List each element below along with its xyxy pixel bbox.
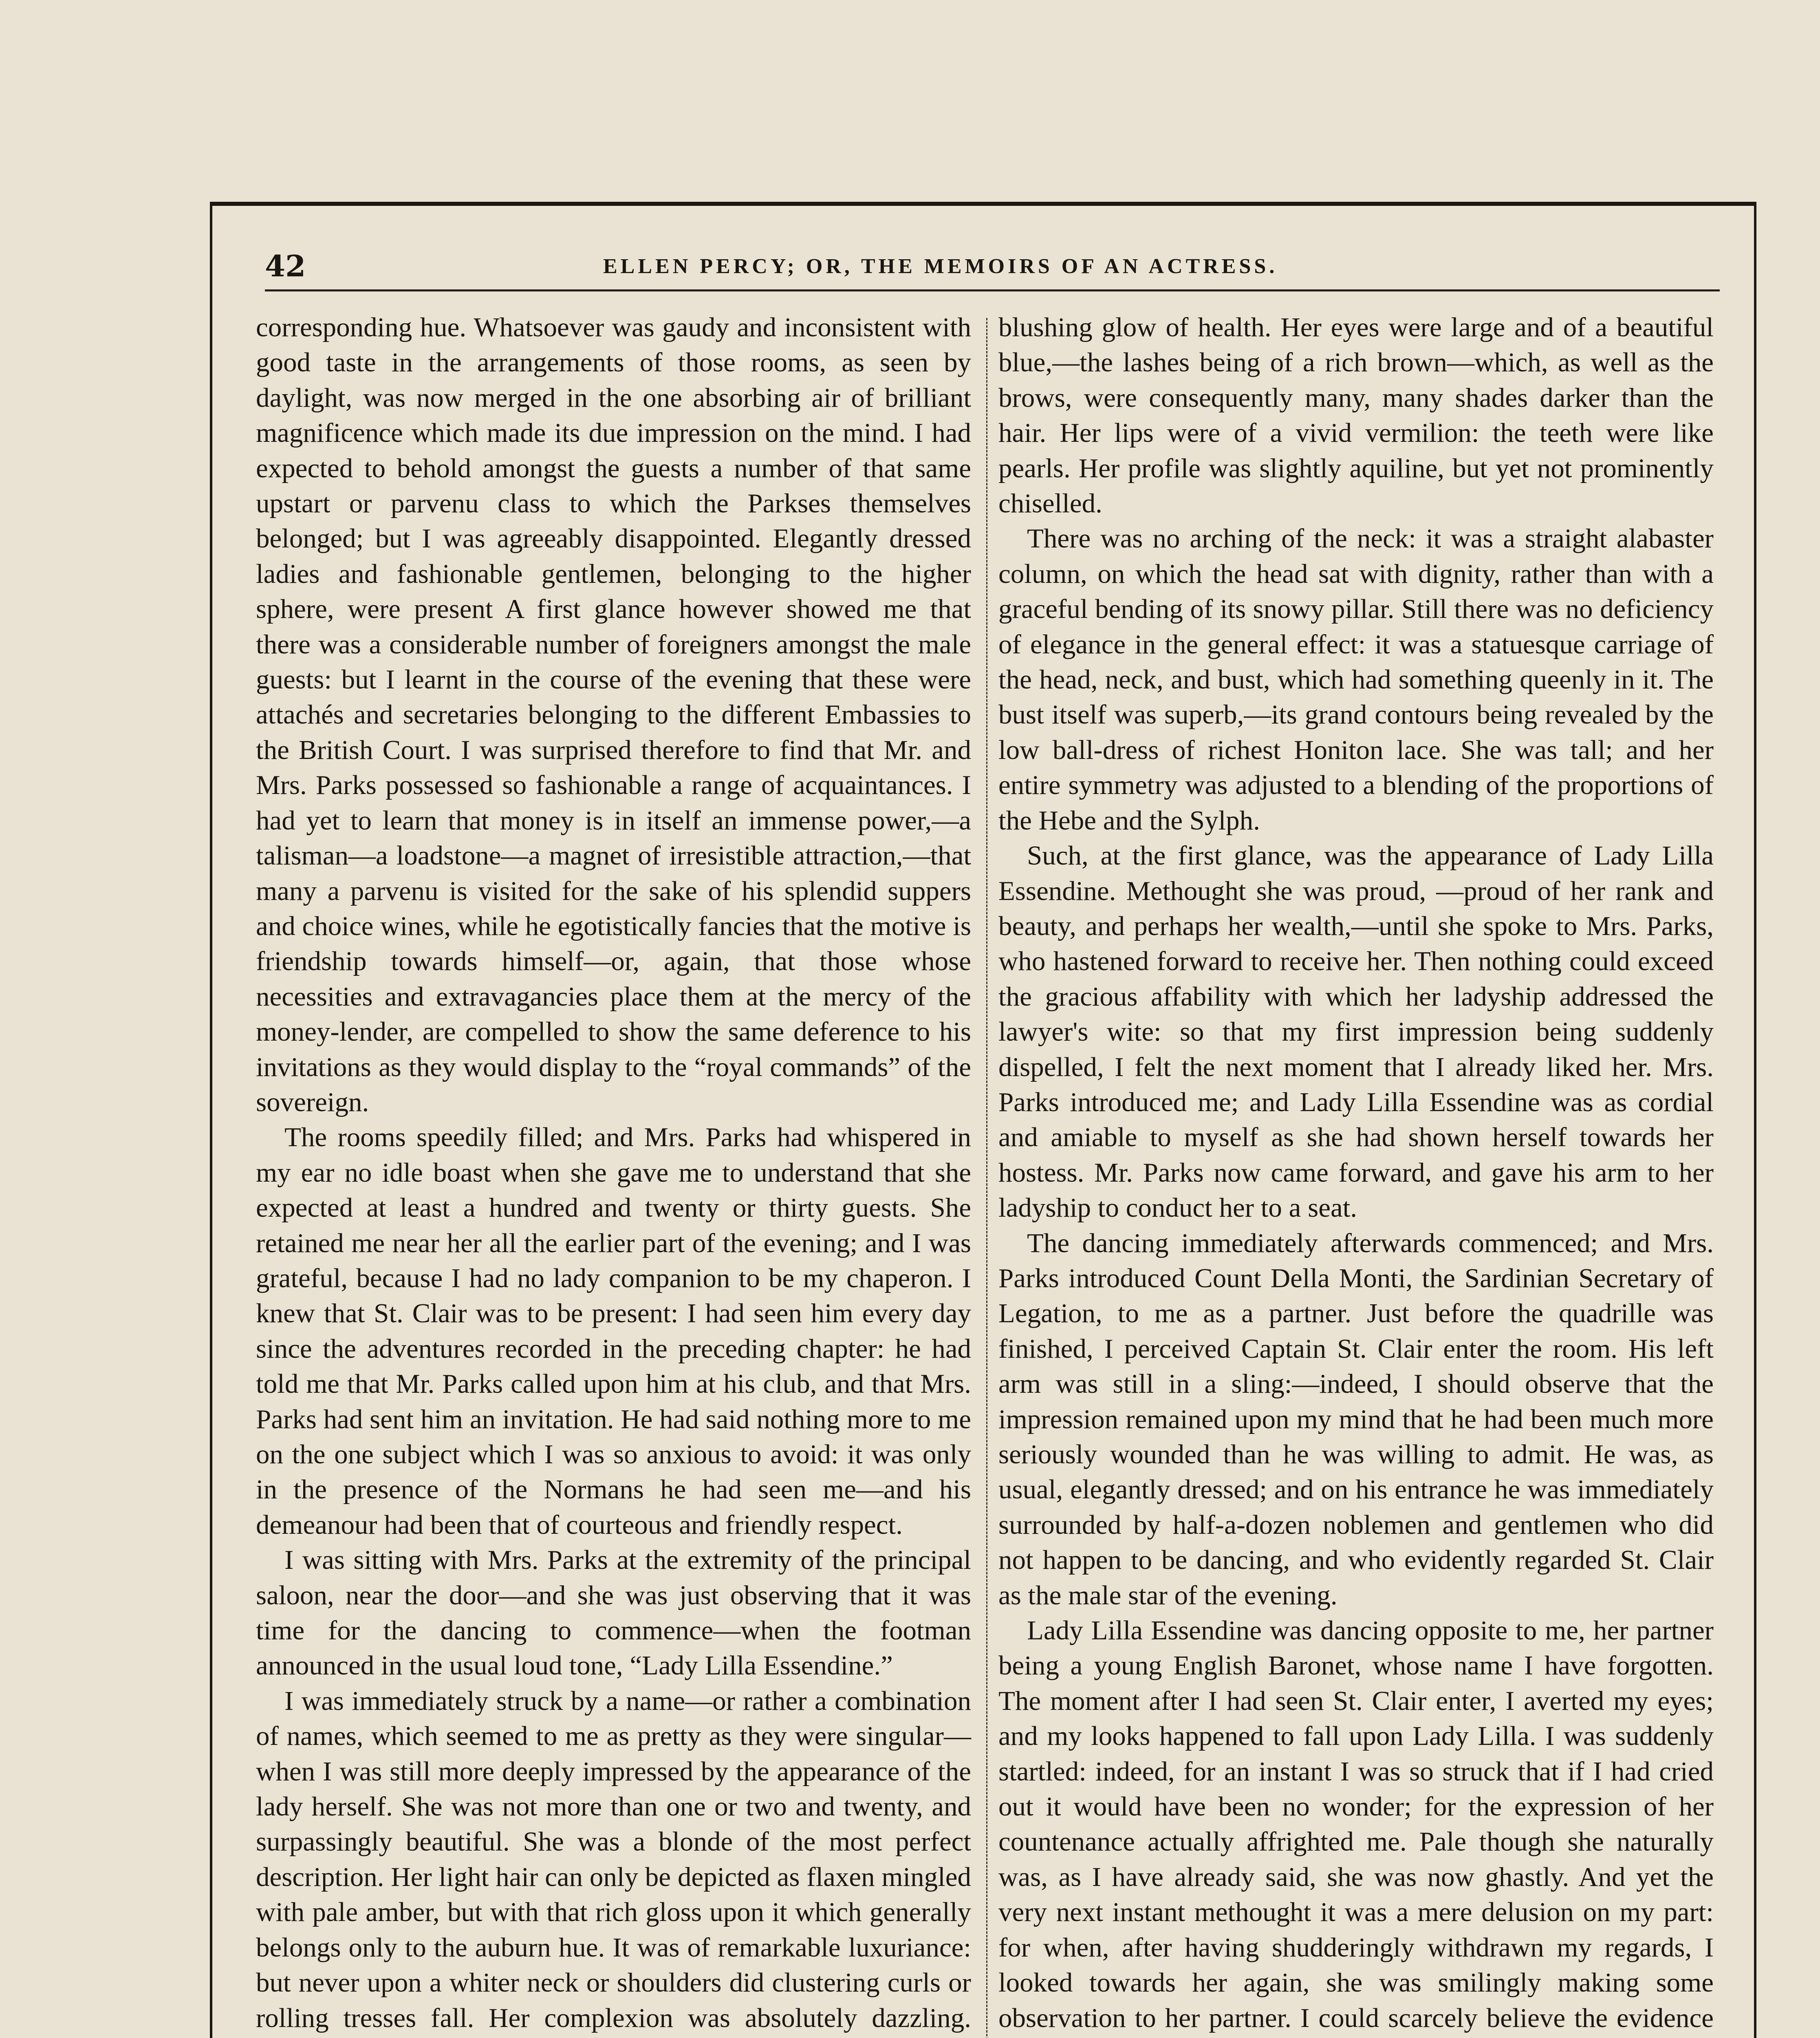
- left-column: [256, 310, 971, 2038]
- running-header: [265, 245, 1720, 291]
- page-number: 42: [265, 249, 306, 283]
- paragraph: blushing glow of health. Her eyes were large and of a beautiful blue,—the lashes being of a rich brown—which, as well as the brows, were consequently many, many shades darker than the hair. Her lips were of a vivid vermilion: the teeth were like pearls. Her profile was slightly aquiline, but yet not prominently chiselled.: [998, 312, 1714, 519]
- column-divider: [986, 318, 987, 2038]
- paragraph: I was immediately struck by a name—or rather a combination of names, which seemed to me as pretty as they were singular—when I was still more deeply impressed by the appearance of the lady herself. She was not more than one or two and twenty, and surpassingly beautiful. She was a blonde of the most perfect description. Her light hair can only be depicted as flaxen mingled with pale amber, but with that rich gloss upon it which generally belongs only to the auburn hue. It was of remarkable luxuriance: but never upon a whiter neck or shoulders did clustering curls or rolling tresses fall. Her complexion was absolutely dazzling.: [256, 1685, 971, 2033]
- paragraph: The rooms speedily filled; and Mrs. Parks had whispered in my ear no idle boast when she gave me to understand that she expected at least a hundred and twenty or thirty guests. She retained me near her all the earlier part of the evening; and I was grateful, because I had no lady companion to be my chaperon. I knew that St. Clair was to be present: I had seen him every day since the adventures recorded in the preceding chapter: he had told me that Mr. Parks called upon him at his club, and that Mrs. Parks had sent him an invitation. He had said nothing more to me on the one subject which I was so anxious to avoid: it was only in the presence of the Normans he had seen me—and his demeanour had been that of courteous and friendly respect.: [256, 1122, 971, 1540]
- paragraph: Such, at the first glance, was the appearance of Lady Lilla Essendine. Methought she was proud, —proud of her rank and beauty, and perhaps her wealth,—until she spoke to Mrs. Parks, who hastened forward to receive her. Then nothing could exceed the gracious affability with which her ladyship addressed the lawyer's wite: so that my first impression being suddenly dispelled, I felt the next moment that I already liked her. Mrs. Parks introduced me; and Lady Lilla Essendine was as cordial and amiable to myself as she had shown herself towards her hostess. Mr. Parks now came forward, and gave his arm to her ladyship to conduct her to a seat.: [998, 840, 1714, 1223]
- right-column: [998, 310, 1714, 2038]
- paragraph: I was sitting with Mrs. Parks at the extremity of the principal saloon, near the door—and she was just observing that it was time for the dancing to commence—when the footman announced in the usual loud tone, “Lady Lilla Essendine.”: [256, 1545, 971, 1681]
- running-title: ELLEN PERCY; OR, THE MEMOIRS OF AN ACTRESS.: [603, 255, 1278, 278]
- paragraph: There was no arching of the neck: it was a straight alabaster column, on which the head sat with dignity, rather than with a graceful bending of its snowy pillar. Still there was no deficiency of elegance in the general effect: it was a statuesque carriage of the head, neck, and bust, which had something queenly in it. The bust itself was superb,—its grand contours being revealed by the low ball-dress of richest Honiton lace. She was tall; and her entire symmetry was adjusted to a blending of the proportions of the Hebe and the Sylph.: [998, 523, 1714, 836]
- paragraph: Lady Lilla Essendine was dancing opposite to me, her partner being a young English Baronet, whose name I have forgotten. The moment after I had seen St. Clair enter, I averted my eyes; and my looks happened to fall upon Lady Lilla. I was suddenly startled: indeed, for an instant I was so struck that if I had cried out it would have been no wonder; for the expression of her countenance actually affrighted me. Pale though she naturally was, as I have already said, she was now ghastly. And yet the very next instant methought it was a mere delusion on my part: for when, after having shudderingly withdrawn my regards, I looked towards her again, she was smilingly making some observation to her partner. I could scarcely believe the evidence: [998, 1615, 1714, 2033]
- paragraph: The dancing immediately afterwards commenced; and Mrs. Parks introduced Count Della Monti, the Sardinian Secretary of Legation, to me as a partner. Just before the quadrille was finished, I perceived Captain St. Clair enter the room. His left arm was still in a sling:—indeed, I should observe that the impression remained upon my mind that he had been much more seriously wounded than he was willing to admit. He was, as usual, elegantly dressed; and on his entrance he was immediately surrounded by half-a-dozen noblemen and gentlemen who did not happen to be dancing, and who evidently regarded St. Clair as the male star of the evening.: [998, 1228, 1714, 1610]
- paragraph: corresponding hue. Whatsoever was gaudy and inconsistent with good taste in the arrangements of those rooms, as seen by daylight, was now merged in the one absorbing air of brilliant magnificence which made its due impression on the mind. I had expected to behold amongst the guests a number of that same upstart or parvenu class to which the Parkses themselves belonged; but I was agreeably disappointed. Elegantly dressed ladies and fashionable gentlemen, belonging to the higher sphere, were present A first glance however showed me that there was a considerable number of foreigners amongst the male guests: but I learnt in the course of the evening that these were attachés and secretaries belonging to the different Embassies to the British Court. I was surprised therefore to find that Mr. and Mrs. Parks possessed so fashionable a range of acquaintances. I had yet to learn that money is in itself an immense power,—a talisman—a loadstone—a magnet of irresistible attraction,—that many a parvenu is visited for the sake of his splendid suppers and choice wines, while he egotistically fancies that the motive is friendship towards himself—or, again, that those whose necessities and extravagancies place them at the mercy of the money-lender, are compelled to show the same deference to his invitations as they would display to the “royal commands” of the sovereign.: [256, 312, 971, 1117]
